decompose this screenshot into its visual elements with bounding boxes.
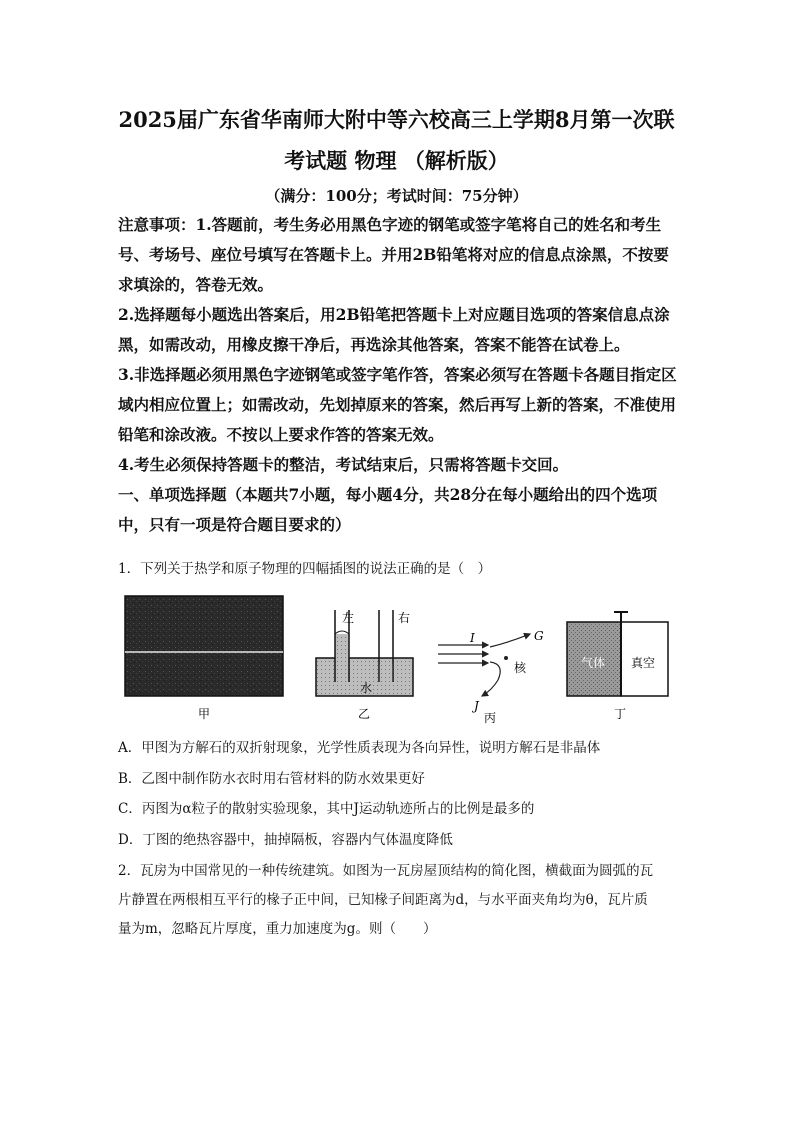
label-jia: 甲	[197, 707, 211, 721]
question-2-line1: 2．瓦房为中国常见的一种传统建筑。如图为一瓦房屋顶结构的简化图，横截面为圆弧的瓦	[118, 863, 654, 879]
question-2-line3: 量为m，忽略瓦片厚度，重力加速度为g。则（ ）	[118, 921, 437, 937]
note-2: 2.选择题每小题选出答案后，用2B铅笔把答题卡上对应题目选项的答案信息点涂黑，如需改动，用橡皮擦干净后，再选涂其他答案，答案不能答在试卷上。	[118, 305, 670, 354]
instructions	[118, 210, 678, 540]
label-J: J	[474, 699, 479, 713]
question-1-figure	[120, 592, 680, 727]
note-1: 注意事项：1.答题前，考生务必用黑色字迹的钢笔或签字笔将自己的姓名和考生号、考场号、座位号填写在答题卡上。并用2B铅笔将对应的信息点涂黑，不按要求填涂的，答卷无效。	[118, 215, 669, 294]
question-1-stem: 1．下列关于热学和原子物理的四幅插图的说法正确的是（ ）	[118, 561, 492, 577]
label-water: 水	[360, 681, 373, 695]
question-2-line2: 片静置在两根相互平行的椽子正中间，已知椽子间距离为d，与水平面夹角均为θ，瓦片质	[118, 892, 648, 908]
label-gas: 气体	[581, 656, 606, 670]
label-nucleus: 核	[514, 661, 527, 675]
label-bing: 丙	[483, 711, 497, 725]
label-yi: 乙	[357, 707, 371, 721]
question-2-stem	[118, 857, 683, 944]
label-right: 右	[398, 611, 411, 625]
option-c: C．丙图为α粒子的散射实验现象，其中J运动轨迹所占的比例是最多的	[118, 801, 535, 817]
figure-bing	[438, 629, 544, 725]
question-1-options	[118, 733, 678, 855]
label-I: I	[470, 631, 475, 645]
option-d: D．丁图的绝热容器中，抽掉隔板，容器内气体温度降低	[118, 831, 453, 848]
label-left: 左	[342, 611, 355, 625]
label-vacuum: 真空	[631, 656, 656, 670]
label-G: G	[534, 629, 544, 643]
paper-title-line2: 考试题 物理 （解析版）	[284, 148, 509, 173]
note-4: 4.考生必须保持答题卡的整洁，考试结束后，只需将答题卡交回。	[118, 455, 569, 474]
figure-yi	[316, 610, 413, 721]
note-3: 3.非选择题必须用黑色字迹钢笔或签字笔作答，答案必须写在答题卡各题目指定区域内相应位置上；如需改动，先划掉原来的答案，然后再写上新的答案，不准使用铅笔和涂改液。不按以上要求作答的答案无效。	[118, 365, 677, 444]
figure-jia	[125, 596, 283, 721]
option-b: B．乙图中制作防水衣时用右管材料的防水效果更好	[118, 770, 425, 787]
label-ding: 丁	[613, 707, 627, 721]
exam-info: （满分：100分；考试时间：75分钟）	[265, 187, 528, 205]
section-heading: 一、单项选择题（本题共7小题，每小题4分，共28分在每小题给出的四个选项中，只有一项是符合题目要求的）	[118, 485, 658, 534]
figure-ding	[567, 612, 668, 721]
option-a: A．甲图为方解石的双折射现象，光学性质表现为各向异性，说明方解石是非晶体	[118, 740, 601, 756]
paper-title-line1: 2025届广东省华南师大附中等六校高三上学期8月第一次联	[118, 107, 675, 132]
